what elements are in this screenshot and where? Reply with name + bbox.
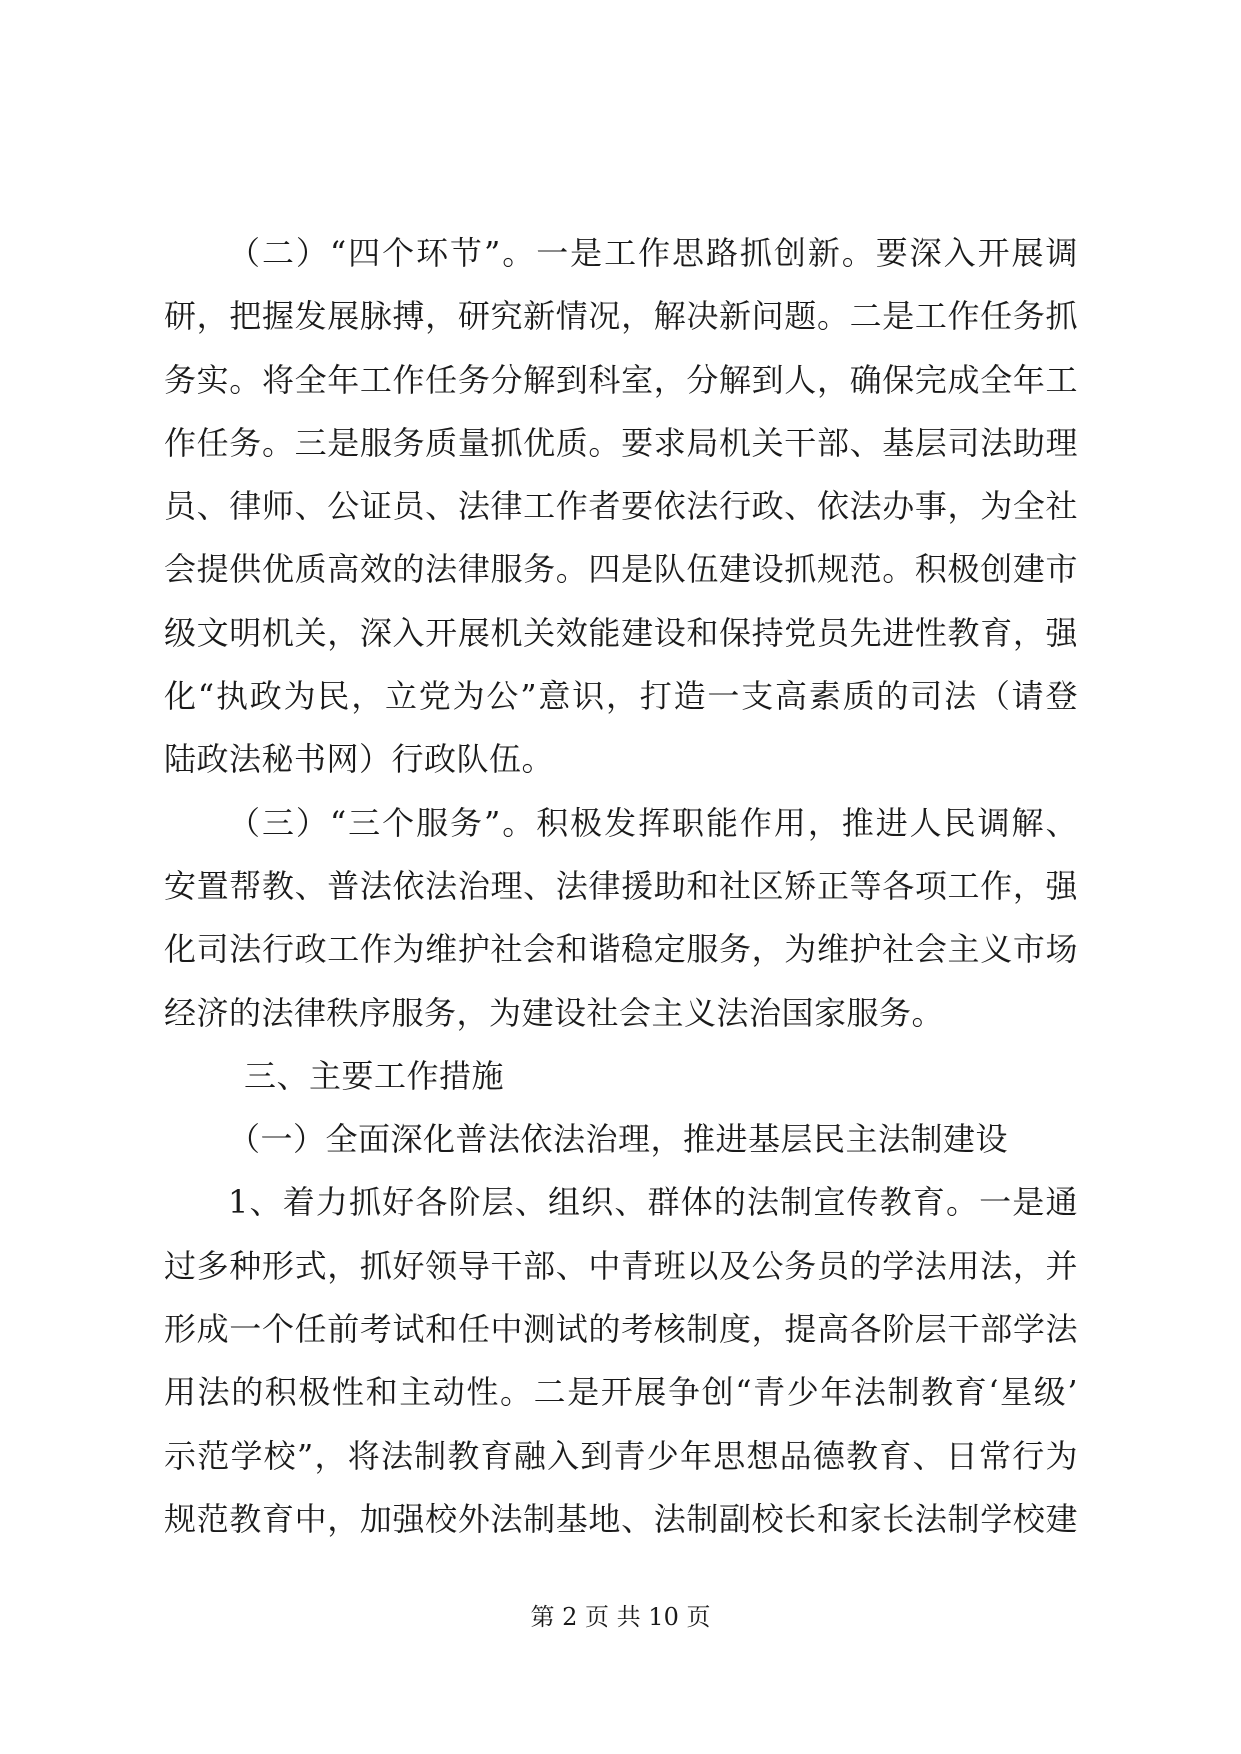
paragraph-line: 作任务。三是服务质量抓优质。要求局机关干部、基层司法助理 bbox=[164, 423, 1078, 462]
paragraph-line: 员、律师、公证员、法律工作者要依法行政、依法办事，为全社 bbox=[164, 487, 1078, 526]
paragraph-line: 级文明机关，深入开展机关效能建设和保持党员先进性教育，强 bbox=[164, 613, 1078, 652]
section-heading: 三、主要工作措施 bbox=[244, 1056, 505, 1095]
paragraph-line: 形成一个任前考试和任中测试的考核制度，提高各阶层干部学法 bbox=[164, 1310, 1078, 1349]
paragraph-line: 务实。将全年工作任务分解到科室，分解到人，确保完成全年工 bbox=[164, 360, 1078, 399]
paragraph-line: 规范教育中，加强校外法制基地、法制副校长和家长法制学校建 bbox=[164, 1499, 1078, 1538]
paragraph-line: （三）“三个服务”。积极发挥职能作用，推进人民调解、 bbox=[228, 803, 1078, 842]
page-number-footer: 第 2 页 共 10 页 bbox=[530, 1603, 711, 1631]
paragraph-line: 用法的积极性和主动性。二是开展争创“青少年法制教育‘星级’ bbox=[164, 1373, 1078, 1412]
paragraph-line: 会提供优质高效的法律服务。四是队伍建设抓规范。积极创建市 bbox=[164, 550, 1078, 589]
paragraph-line: 经济的法律秩序服务，为建设社会主义法治国家服务。 bbox=[164, 993, 945, 1032]
paragraph-line: 1、着力抓好各阶层、组织、群体的法制宣传教育。一是通 bbox=[228, 1183, 1078, 1222]
paragraph-line: （二）“四个环节”。一是工作思路抓创新。要深入开展调 bbox=[228, 234, 1078, 272]
paragraph-line: 安置帮教、普法依法治理、法律援助和社区矫正等各项工作，强 bbox=[164, 866, 1078, 905]
paragraph-line: 研，把握发展脉搏，研究新情况，解决新问题。二是工作任务抓 bbox=[164, 297, 1078, 336]
paragraph-line: 过多种形式，抓好领导干部、中青班以及公务员的学法用法，并 bbox=[164, 1246, 1078, 1285]
paragraph-line: 陆政法秘书网）行政队伍。 bbox=[164, 740, 555, 779]
paragraph-line: 化司法行政工作为维护社会和谐稳定服务，为维护社会主义市场 bbox=[164, 930, 1078, 969]
paragraph-line: 示范学校”，将法制教育融入到青少年思想品德教育、日常行为 bbox=[164, 1436, 1078, 1475]
paragraph-line: 化“执政为民，立党为公”意识，打造一支高素质的司法（请登 bbox=[164, 677, 1078, 716]
subsection-heading: （一）全面深化普法依法治理，推进基层民主法制建设 bbox=[228, 1120, 1009, 1159]
document-body bbox=[164, 222, 1078, 1551]
